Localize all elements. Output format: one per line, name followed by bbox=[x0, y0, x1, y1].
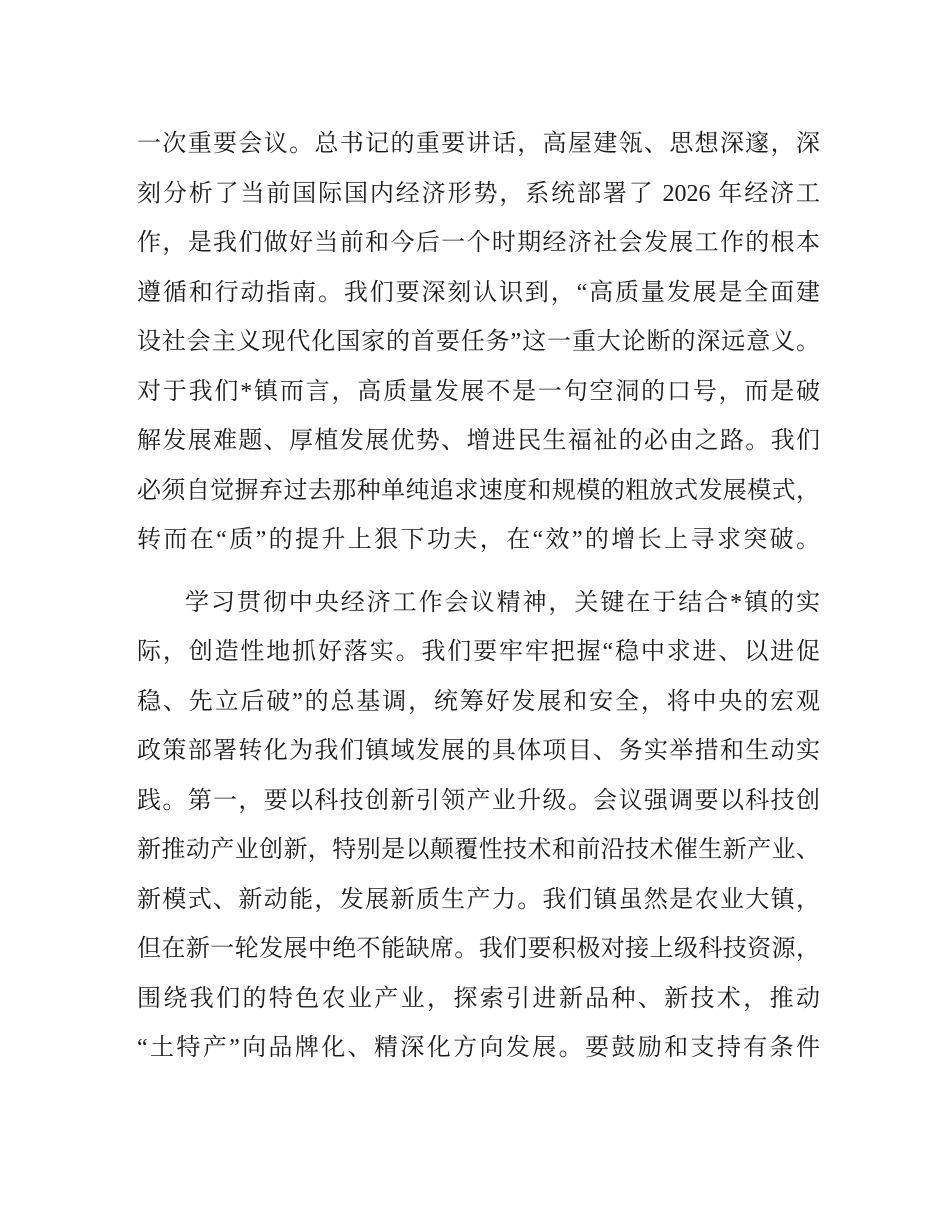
text-line: 解发展难题、厚植发展优势、增进民生福祉的必由之路。我们 bbox=[137, 428, 820, 454]
text-line: 设社会主义现代化国家的首要任务”这一重大论断的深远意义。 bbox=[137, 329, 820, 355]
text-line: 学习贯彻中央经济工作会议精神，关键在于结合*镇的实 bbox=[185, 589, 820, 616]
text-line: 围绕我们的特色农业产业，探索引进新品种、新技术，推动 bbox=[137, 985, 820, 1012]
text-line: 刻分析了当前国际国内经济形势，系统部署了 2026 年经济工 bbox=[137, 180, 820, 207]
text-line: 际，创造性地抓好落实。我们要牢牢把握“稳中求进、以进促 bbox=[137, 639, 820, 665]
text-line: 新推动产业创新，特别是以颠覆性技术和前沿技术催生新产业、 bbox=[137, 837, 820, 863]
text-line: 一次重要会议。总书记的重要讲话，高屋建瓴、思想深邃，深 bbox=[137, 131, 820, 157]
paragraph bbox=[137, 120, 820, 566]
text-line: 稳、先立后破”的总基调，统筹好发展和安全，将中央的宏观 bbox=[137, 688, 820, 715]
text-line: 但在新一轮发展中绝不能缺席。我们要积极对接上级科技资源， bbox=[137, 936, 820, 962]
paragraph bbox=[137, 579, 820, 1074]
text-line: 遵循和行动指南。我们要深刻认识到，“高质量发展是全面建 bbox=[137, 279, 820, 306]
text-line: 必须自觉摒弃过去那种单纯追求速度和规模的粗放式发展模式， bbox=[137, 477, 820, 504]
text-line: 政策部署转化为我们镇域发展的具体项目、务实举措和生动实 bbox=[137, 738, 820, 764]
text-line: 转而在“质”的提升上狠下功夫，在“效”的增长上寻求突破。 bbox=[137, 527, 820, 553]
text-line: 践。第一，要以科技创新引领产业升级。会议强调要以科技创 bbox=[137, 787, 820, 814]
text-line: 作，是我们做好当前和今后一个时期经济社会发展工作的根本 bbox=[137, 230, 820, 256]
text-line: 新模式、新动能，发展新质生产力。我们镇虽然是农业大镇， bbox=[137, 886, 820, 913]
document-body bbox=[137, 120, 820, 1074]
text-line: 对于我们*镇而言，高质量发展不是一句空洞的口号，而是破 bbox=[137, 378, 820, 405]
text-line: “土特产”向品牌化、精深化方向发展。要鼓励和支持有条件 bbox=[137, 1035, 820, 1061]
